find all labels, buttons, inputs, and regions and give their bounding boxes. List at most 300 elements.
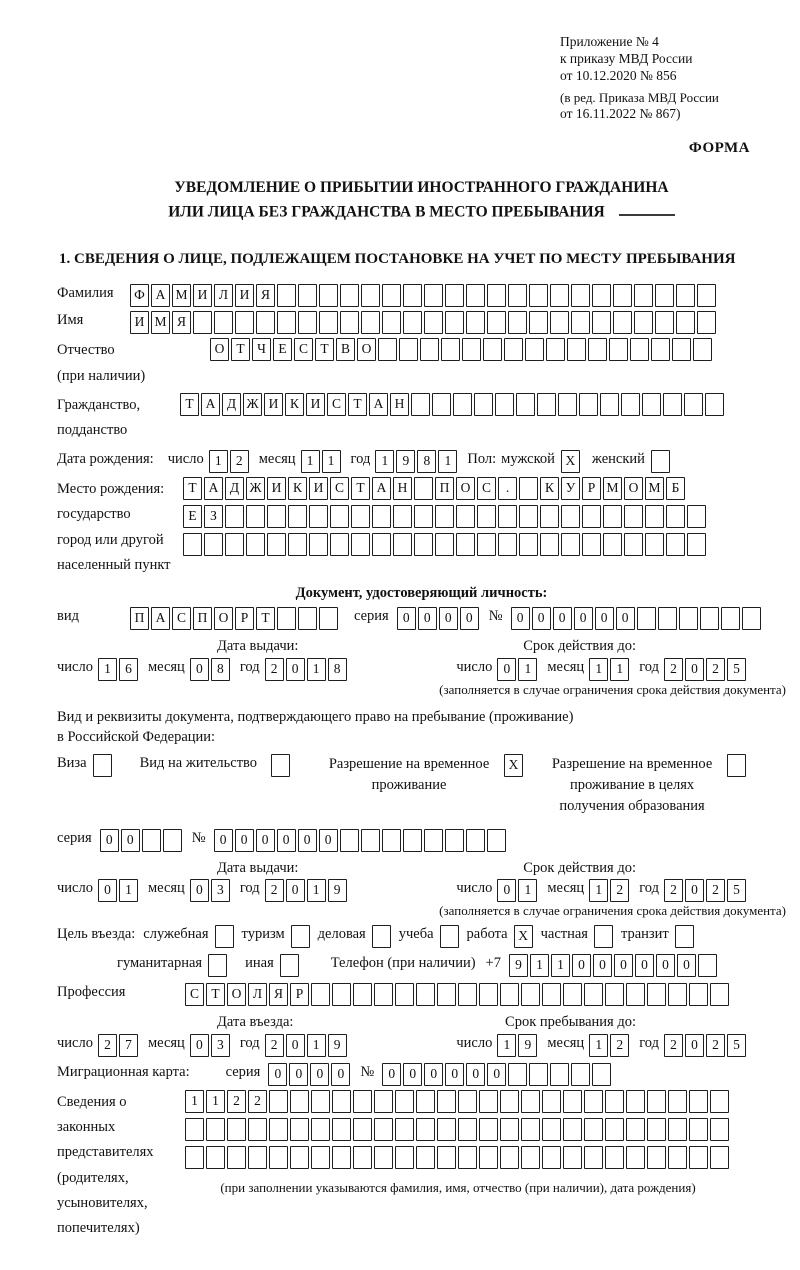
char-cell[interactable]	[332, 1090, 351, 1113]
char-cell[interactable]	[542, 983, 561, 1006]
char-cell[interactable]: 0	[190, 1034, 209, 1057]
char-cell[interactable]	[163, 829, 182, 852]
char-cell[interactable]: 0	[289, 1063, 308, 1086]
char-cell[interactable]: Я	[256, 284, 275, 307]
char-cell[interactable]	[521, 1090, 540, 1113]
char-cell[interactable]	[571, 311, 590, 334]
char-cell[interactable]: С	[185, 983, 204, 1006]
char-cell[interactable]: 0	[286, 1034, 305, 1057]
char-cell[interactable]	[458, 983, 477, 1006]
char-cell[interactable]	[525, 338, 544, 361]
char-cell[interactable]	[521, 983, 540, 1006]
char-cell[interactable]	[340, 311, 359, 334]
char-cell[interactable]	[353, 1090, 372, 1113]
char-cell[interactable]	[414, 477, 433, 500]
char-cell[interactable]: 0	[277, 829, 296, 852]
char-cell[interactable]	[462, 338, 481, 361]
char-cell[interactable]	[435, 533, 454, 556]
char-cell[interactable]	[311, 1118, 330, 1141]
char-cell[interactable]	[395, 1118, 414, 1141]
char-cell[interactable]	[550, 284, 569, 307]
char-cell[interactable]	[542, 1090, 561, 1113]
char-cell[interactable]	[411, 393, 430, 416]
char-cell[interactable]	[487, 284, 506, 307]
char-cell[interactable]: Л	[214, 284, 233, 307]
char-cell[interactable]	[592, 311, 611, 334]
char-cell[interactable]	[508, 284, 527, 307]
char-cell[interactable]	[235, 311, 254, 334]
char-cell[interactable]	[374, 1146, 393, 1169]
char-cell[interactable]	[456, 533, 475, 556]
char-cell[interactable]	[351, 533, 370, 556]
char-cell[interactable]: 2	[706, 1034, 725, 1057]
char-cell[interactable]: К	[288, 477, 307, 500]
char-cell[interactable]	[645, 533, 664, 556]
char-cell[interactable]	[519, 477, 538, 500]
char-cell[interactable]: 1	[518, 879, 537, 902]
char-cell[interactable]	[309, 505, 328, 528]
char-cell[interactable]	[437, 1118, 456, 1141]
char-cell[interactable]: 0	[286, 879, 305, 902]
char-cell[interactable]	[624, 533, 643, 556]
char-cell[interactable]: 0	[424, 1063, 443, 1086]
char-cell[interactable]	[647, 1118, 666, 1141]
char-cell[interactable]: С	[172, 607, 191, 630]
char-cell[interactable]	[698, 954, 717, 977]
char-cell[interactable]	[395, 1146, 414, 1169]
char-cell[interactable]: 5	[727, 658, 746, 681]
char-cell[interactable]: И	[306, 393, 325, 416]
char-cell[interactable]	[477, 533, 496, 556]
char-cell[interactable]	[193, 311, 212, 334]
char-cell[interactable]	[697, 311, 716, 334]
char-cell[interactable]: 8	[417, 450, 436, 473]
char-cell[interactable]	[645, 505, 664, 528]
purpose-business-checkbox[interactable]	[372, 925, 391, 948]
char-cell[interactable]: М	[151, 311, 170, 334]
char-cell[interactable]	[700, 607, 719, 630]
char-cell[interactable]	[248, 1146, 267, 1169]
purpose-private-checkbox[interactable]	[594, 925, 613, 948]
char-cell[interactable]	[563, 1090, 582, 1113]
char-cell[interactable]	[516, 393, 535, 416]
char-cell[interactable]: 0	[635, 954, 654, 977]
char-cell[interactable]: 0	[403, 1063, 422, 1086]
char-cell[interactable]	[521, 1146, 540, 1169]
char-cell[interactable]	[676, 311, 695, 334]
char-cell[interactable]	[626, 1146, 645, 1169]
char-cell[interactable]	[605, 1118, 624, 1141]
char-cell[interactable]	[584, 1118, 603, 1141]
char-cell[interactable]	[445, 284, 464, 307]
char-cell[interactable]: 1	[209, 450, 228, 473]
char-cell[interactable]	[689, 1118, 708, 1141]
char-cell[interactable]	[330, 505, 349, 528]
char-cell[interactable]	[332, 1146, 351, 1169]
char-cell[interactable]: 0	[616, 607, 635, 630]
char-cell[interactable]: О	[210, 338, 229, 361]
char-cell[interactable]	[477, 505, 496, 528]
char-cell[interactable]: М	[645, 477, 664, 500]
char-cell[interactable]: К	[285, 393, 304, 416]
char-cell[interactable]	[424, 311, 443, 334]
char-cell[interactable]	[416, 1090, 435, 1113]
char-cell[interactable]: 9	[396, 450, 415, 473]
char-cell[interactable]	[269, 1090, 288, 1113]
char-cell[interactable]: 0	[100, 829, 119, 852]
char-cell[interactable]	[185, 1118, 204, 1141]
char-cell[interactable]: Е	[183, 505, 202, 528]
char-cell[interactable]	[353, 1118, 372, 1141]
char-cell[interactable]: 0	[532, 607, 551, 630]
char-cell[interactable]	[500, 1146, 519, 1169]
char-cell[interactable]	[658, 607, 677, 630]
char-cell[interactable]: 0	[614, 954, 633, 977]
char-cell[interactable]	[498, 505, 517, 528]
char-cell[interactable]	[563, 983, 582, 1006]
char-cell[interactable]: О	[456, 477, 475, 500]
char-cell[interactable]: 6	[119, 658, 138, 681]
char-cell[interactable]	[672, 338, 691, 361]
char-cell[interactable]: Т	[183, 477, 202, 500]
char-cell[interactable]	[248, 1118, 267, 1141]
char-cell[interactable]: Р	[235, 607, 254, 630]
purpose-study-checkbox[interactable]	[440, 925, 459, 948]
char-cell[interactable]	[519, 533, 538, 556]
char-cell[interactable]	[382, 829, 401, 852]
char-cell[interactable]: Н	[393, 477, 412, 500]
char-cell[interactable]: Л	[248, 983, 267, 1006]
char-cell[interactable]	[466, 311, 485, 334]
char-cell[interactable]	[521, 1118, 540, 1141]
char-cell[interactable]	[290, 1118, 309, 1141]
char-cell[interactable]	[567, 338, 586, 361]
char-cell[interactable]	[453, 393, 472, 416]
char-cell[interactable]: 9	[328, 1034, 347, 1057]
char-cell[interactable]	[445, 829, 464, 852]
char-cell[interactable]	[267, 533, 286, 556]
char-cell[interactable]	[416, 1118, 435, 1141]
char-cell[interactable]	[710, 983, 729, 1006]
char-cell[interactable]: 1	[610, 658, 629, 681]
char-cell[interactable]	[256, 311, 275, 334]
char-cell[interactable]: 1	[497, 1034, 516, 1057]
char-cell[interactable]	[508, 311, 527, 334]
char-cell[interactable]	[571, 1063, 590, 1086]
char-cell[interactable]: 2	[706, 658, 725, 681]
char-cell[interactable]	[204, 533, 223, 556]
char-cell[interactable]: 0	[574, 607, 593, 630]
char-cell[interactable]	[542, 1146, 561, 1169]
char-cell[interactable]: .	[498, 477, 517, 500]
char-cell[interactable]	[689, 983, 708, 1006]
char-cell[interactable]	[651, 338, 670, 361]
char-cell[interactable]: Е	[273, 338, 292, 361]
char-cell[interactable]	[487, 311, 506, 334]
char-cell[interactable]: 1	[589, 658, 608, 681]
char-cell[interactable]	[487, 829, 506, 852]
char-cell[interactable]	[668, 1146, 687, 1169]
char-cell[interactable]	[613, 284, 632, 307]
char-cell[interactable]: А	[151, 284, 170, 307]
char-cell[interactable]: 1	[307, 879, 326, 902]
char-cell[interactable]	[458, 1090, 477, 1113]
char-cell[interactable]: 0	[445, 1063, 464, 1086]
char-cell[interactable]	[626, 1090, 645, 1113]
char-cell[interactable]	[495, 393, 514, 416]
char-cell[interactable]: 0	[190, 658, 209, 681]
char-cell[interactable]: В	[336, 338, 355, 361]
char-cell[interactable]: П	[193, 607, 212, 630]
char-cell[interactable]: 2	[265, 1034, 284, 1057]
char-cell[interactable]	[546, 338, 565, 361]
char-cell[interactable]	[382, 284, 401, 307]
char-cell[interactable]: С	[294, 338, 313, 361]
char-cell[interactable]	[584, 1090, 603, 1113]
char-cell[interactable]	[374, 983, 393, 1006]
char-cell[interactable]	[416, 983, 435, 1006]
char-cell[interactable]: 1	[322, 450, 341, 473]
char-cell[interactable]	[693, 338, 712, 361]
char-cell[interactable]	[432, 393, 451, 416]
char-cell[interactable]	[458, 1146, 477, 1169]
char-cell[interactable]: 1	[438, 450, 457, 473]
char-cell[interactable]	[592, 284, 611, 307]
char-cell[interactable]: 0	[497, 658, 516, 681]
char-cell[interactable]	[361, 311, 380, 334]
char-cell[interactable]: Д	[225, 477, 244, 500]
char-cell[interactable]	[668, 983, 687, 1006]
char-cell[interactable]	[483, 338, 502, 361]
char-cell[interactable]	[290, 1146, 309, 1169]
char-cell[interactable]	[277, 607, 296, 630]
char-cell[interactable]	[550, 1063, 569, 1086]
char-cell[interactable]: 0	[98, 879, 117, 902]
char-cell[interactable]: 0	[235, 829, 254, 852]
char-cell[interactable]	[550, 311, 569, 334]
purpose-humanitarian-checkbox[interactable]	[208, 954, 227, 977]
char-cell[interactable]: Т	[231, 338, 250, 361]
char-cell[interactable]: С	[327, 393, 346, 416]
char-cell[interactable]	[267, 505, 286, 528]
char-cell[interactable]	[689, 1090, 708, 1113]
char-cell[interactable]	[500, 983, 519, 1006]
char-cell[interactable]: 0	[677, 954, 696, 977]
char-cell[interactable]	[361, 829, 380, 852]
char-cell[interactable]	[372, 533, 391, 556]
char-cell[interactable]: 0	[656, 954, 675, 977]
char-cell[interactable]: Я	[269, 983, 288, 1006]
char-cell[interactable]	[393, 533, 412, 556]
char-cell[interactable]: 0	[487, 1063, 506, 1086]
char-cell[interactable]: С	[477, 477, 496, 500]
char-cell[interactable]	[382, 311, 401, 334]
char-cell[interactable]: 0	[298, 829, 317, 852]
char-cell[interactable]: И	[130, 311, 149, 334]
char-cell[interactable]	[697, 284, 716, 307]
char-cell[interactable]	[542, 1118, 561, 1141]
char-cell[interactable]: 1	[185, 1090, 204, 1113]
char-cell[interactable]	[311, 1090, 330, 1113]
char-cell[interactable]	[668, 1118, 687, 1141]
char-cell[interactable]: 0	[572, 954, 591, 977]
char-cell[interactable]: 0	[331, 1063, 350, 1086]
char-cell[interactable]	[609, 338, 628, 361]
char-cell[interactable]	[399, 338, 418, 361]
char-cell[interactable]: 2	[265, 658, 284, 681]
char-cell[interactable]: 2	[610, 879, 629, 902]
char-cell[interactable]	[424, 284, 443, 307]
char-cell[interactable]	[246, 505, 265, 528]
char-cell[interactable]	[624, 505, 643, 528]
char-cell[interactable]	[647, 983, 666, 1006]
char-cell[interactable]	[185, 1146, 204, 1169]
char-cell[interactable]: 0	[397, 607, 416, 630]
char-cell[interactable]	[288, 533, 307, 556]
char-cell[interactable]: У	[561, 477, 580, 500]
char-cell[interactable]: А	[369, 393, 388, 416]
char-cell[interactable]: Т	[315, 338, 334, 361]
char-cell[interactable]: 2	[706, 879, 725, 902]
char-cell[interactable]: 5	[727, 1034, 746, 1057]
char-cell[interactable]: 3	[211, 879, 230, 902]
char-cell[interactable]	[655, 311, 674, 334]
char-cell[interactable]	[529, 284, 548, 307]
char-cell[interactable]	[579, 393, 598, 416]
char-cell[interactable]	[311, 983, 330, 1006]
char-cell[interactable]	[298, 607, 317, 630]
char-cell[interactable]: Я	[172, 311, 191, 334]
char-cell[interactable]	[582, 505, 601, 528]
char-cell[interactable]: 2	[248, 1090, 267, 1113]
char-cell[interactable]: 0	[190, 879, 209, 902]
char-cell[interactable]	[225, 505, 244, 528]
char-cell[interactable]: 1	[307, 658, 326, 681]
char-cell[interactable]	[361, 284, 380, 307]
char-cell[interactable]: 1	[589, 1034, 608, 1057]
temp-residence-checkbox[interactable]: X	[504, 754, 523, 777]
char-cell[interactable]: А	[201, 393, 220, 416]
char-cell[interactable]: Т	[180, 393, 199, 416]
char-cell[interactable]	[319, 284, 338, 307]
char-cell[interactable]	[277, 311, 296, 334]
char-cell[interactable]: 1	[206, 1090, 225, 1113]
char-cell[interactable]	[351, 505, 370, 528]
char-cell[interactable]	[626, 1118, 645, 1141]
purpose-transit-checkbox[interactable]	[675, 925, 694, 948]
char-cell[interactable]: 0	[214, 829, 233, 852]
char-cell[interactable]: М	[603, 477, 622, 500]
char-cell[interactable]	[298, 284, 317, 307]
char-cell[interactable]	[563, 1146, 582, 1169]
char-cell[interactable]	[582, 533, 601, 556]
char-cell[interactable]	[710, 1146, 729, 1169]
char-cell[interactable]	[437, 1090, 456, 1113]
char-cell[interactable]	[353, 983, 372, 1006]
char-cell[interactable]: 0	[497, 879, 516, 902]
char-cell[interactable]: 0	[685, 1034, 704, 1057]
char-cell[interactable]: 9	[518, 1034, 537, 1057]
char-cell[interactable]	[676, 284, 695, 307]
char-cell[interactable]: О	[227, 983, 246, 1006]
char-cell[interactable]: 2	[664, 879, 683, 902]
purpose-work-checkbox[interactable]: X	[514, 925, 533, 948]
char-cell[interactable]	[277, 284, 296, 307]
char-cell[interactable]	[519, 505, 538, 528]
char-cell[interactable]: 1	[98, 658, 117, 681]
char-cell[interactable]	[225, 533, 244, 556]
char-cell[interactable]: 1	[518, 658, 537, 681]
char-cell[interactable]: П	[130, 607, 149, 630]
char-cell[interactable]	[563, 1118, 582, 1141]
char-cell[interactable]	[508, 1063, 527, 1086]
char-cell[interactable]	[500, 1118, 519, 1141]
char-cell[interactable]	[710, 1118, 729, 1141]
char-cell[interactable]	[647, 1090, 666, 1113]
visa-checkbox[interactable]	[93, 754, 112, 777]
char-cell[interactable]	[372, 505, 391, 528]
char-cell[interactable]	[441, 338, 460, 361]
char-cell[interactable]	[592, 1063, 611, 1086]
char-cell[interactable]: 0	[685, 658, 704, 681]
char-cell[interactable]	[668, 1090, 687, 1113]
temp-residence-education-checkbox[interactable]	[727, 754, 746, 777]
char-cell[interactable]	[642, 393, 661, 416]
gender-male-checkbox[interactable]: X	[561, 450, 580, 473]
char-cell[interactable]: А	[204, 477, 223, 500]
char-cell[interactable]: А	[151, 607, 170, 630]
char-cell[interactable]: 1	[301, 450, 320, 473]
char-cell[interactable]	[584, 983, 603, 1006]
char-cell[interactable]	[466, 284, 485, 307]
char-cell[interactable]	[378, 338, 397, 361]
char-cell[interactable]: Ч	[252, 338, 271, 361]
char-cell[interactable]: 0	[511, 607, 530, 630]
char-cell[interactable]	[504, 338, 523, 361]
char-cell[interactable]	[474, 393, 493, 416]
char-cell[interactable]	[206, 1146, 225, 1169]
char-cell[interactable]	[479, 1146, 498, 1169]
char-cell[interactable]	[498, 533, 517, 556]
char-cell[interactable]	[437, 983, 456, 1006]
char-cell[interactable]	[634, 284, 653, 307]
char-cell[interactable]	[684, 393, 703, 416]
char-cell[interactable]	[710, 1090, 729, 1113]
char-cell[interactable]	[540, 505, 559, 528]
char-cell[interactable]: 0	[121, 829, 140, 852]
char-cell[interactable]	[479, 1118, 498, 1141]
char-cell[interactable]: К	[540, 477, 559, 500]
char-cell[interactable]: 0	[439, 607, 458, 630]
char-cell[interactable]	[227, 1118, 246, 1141]
char-cell[interactable]	[466, 829, 485, 852]
char-cell[interactable]	[332, 983, 351, 1006]
char-cell[interactable]: 2	[227, 1090, 246, 1113]
char-cell[interactable]: 8	[211, 658, 230, 681]
char-cell[interactable]	[663, 393, 682, 416]
char-cell[interactable]	[603, 533, 622, 556]
char-cell[interactable]	[435, 505, 454, 528]
char-cell[interactable]	[529, 311, 548, 334]
char-cell[interactable]: 1	[307, 1034, 326, 1057]
char-cell[interactable]: 0	[382, 1063, 401, 1086]
char-cell[interactable]	[288, 505, 307, 528]
char-cell[interactable]	[605, 983, 624, 1006]
char-cell[interactable]: 2	[610, 1034, 629, 1057]
char-cell[interactable]	[214, 311, 233, 334]
char-cell[interactable]: 2	[98, 1034, 117, 1057]
char-cell[interactable]	[705, 393, 724, 416]
